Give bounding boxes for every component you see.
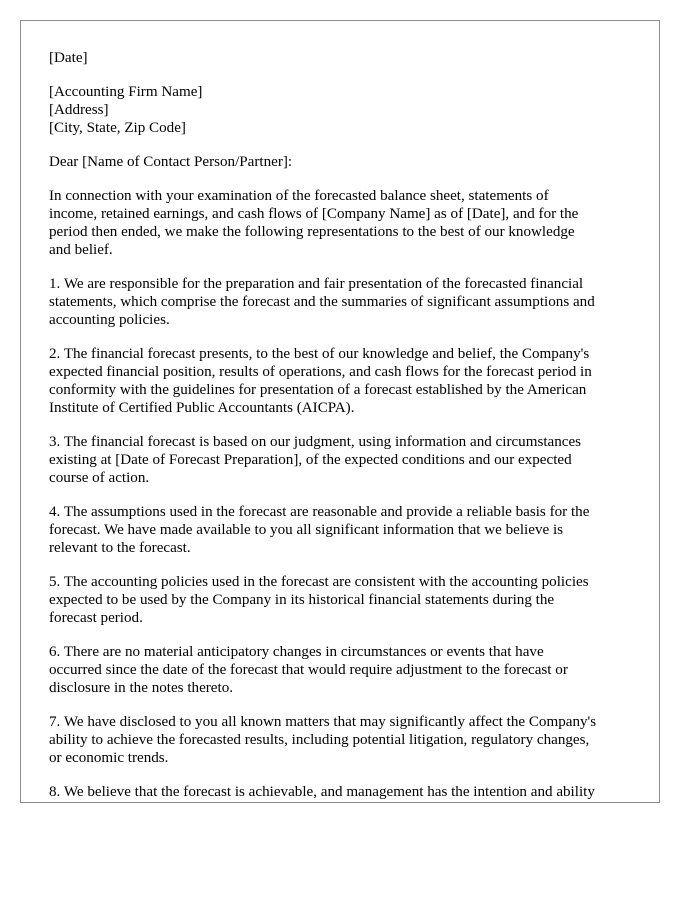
representation-line: statements, which comprise the forecast and the summaries of significant assumptions and <box>49 294 595 310</box>
recipient-firm-name: [Accounting Firm Name] <box>49 84 203 100</box>
representation-7 <box>49 713 637 767</box>
representation-1 <box>49 275 637 329</box>
intro-line: In connection with your examination of the forecasted balance sheet, statements of <box>49 188 549 204</box>
representation-line: 4. The assumptions used in the forecast are reasonable and provide a reliable basis for the <box>49 504 590 520</box>
representation-line: 6. There are no material anticipatory changes in circumstances or events that have <box>49 644 544 660</box>
representation-line: 5. The accounting policies used in the forecast are consistent with the accounting policies <box>49 574 589 590</box>
representation-line: conformity with the guidelines for presentation of a forecast established by the American <box>49 382 587 398</box>
intro-paragraph <box>49 187 637 259</box>
representation-8 <box>49 783 637 801</box>
representation-5 <box>49 573 637 627</box>
representation-line: 7. We have disclosed to you all known matters that may significantly affect the Company's <box>49 714 597 730</box>
letter-page <box>20 20 660 803</box>
intro-line: and belief. <box>49 242 113 258</box>
intro-line: period then ended, we make the following representations to the best of our knowledge <box>49 224 575 240</box>
representation-line: disclosure in the notes thereto. <box>49 680 234 696</box>
representation-line: forecast period. <box>49 610 143 626</box>
representation-line: 2. The financial forecast presents, to the best of our knowledge and belief, the Company's <box>49 346 590 362</box>
representation-6 <box>49 643 637 697</box>
representation-line: occurred since the date of the forecast that would require adjustment to the forecast or <box>49 662 568 678</box>
representation-line: course of action. <box>49 470 150 486</box>
letter-body <box>49 49 637 803</box>
salutation-block <box>49 153 637 171</box>
representation-line: 3. The financial forecast is based on our judgment, using information and circumstances <box>49 434 582 450</box>
recipient-city-state-zip: [City, State, Zip Code] <box>49 120 186 136</box>
representation-3 <box>49 433 637 487</box>
date-block <box>49 49 637 67</box>
representation-line: Institute of Certified Public Accountants (AICPA). <box>49 400 355 416</box>
date-line: [Date] <box>49 50 88 66</box>
representation-line: accounting policies. <box>49 312 170 328</box>
representation-line: 1. We are responsible for the preparation and fair presentation of the forecasted financial <box>49 276 584 292</box>
intro-line: income, retained earnings, and cash flows of [Company Name] as of [Date], and for the <box>49 206 579 222</box>
representation-line: expected financial position, results of operations, and cash flows for the forecast period in <box>49 364 592 380</box>
representation-line: ability to achieve the forecasted results, including potential litigation, regulatory changes, <box>49 732 590 748</box>
recipient-address-block <box>49 83 637 137</box>
recipient-address: [Address] <box>49 102 109 118</box>
representation-line: forecast. We have made available to you all significant information that we believe is <box>49 522 564 538</box>
representation-line: expected to be used by the Company in its historical financial statements during the <box>49 592 555 608</box>
salutation: Dear [Name of Contact Person/Partner]: <box>49 154 293 170</box>
representation-line: or economic trends. <box>49 750 169 766</box>
representation-line: relevant to the forecast. <box>49 540 191 556</box>
representation-2 <box>49 345 637 417</box>
representation-line: 8. We believe that the forecast is achievable, and management has the intention and ability <box>49 784 595 800</box>
representation-line: existing at [Date of Forecast Preparation], of the expected conditions and our expected <box>49 452 572 468</box>
representation-4 <box>49 503 637 557</box>
